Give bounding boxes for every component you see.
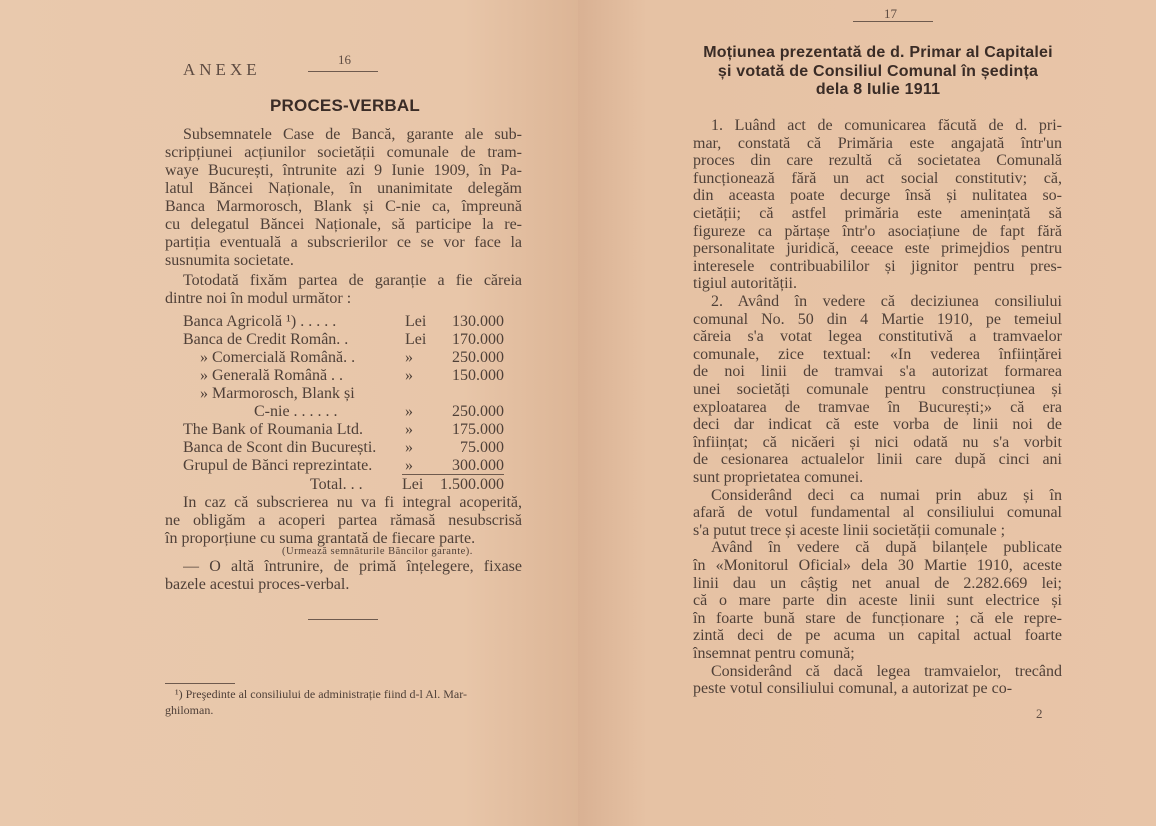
total-label: Total. . . (310, 476, 363, 493)
text-line: că o mare parte din aceste linii sunt electrice și (693, 592, 1062, 610)
bank-name: » Comercială Română. . (200, 349, 356, 366)
guarantee-amount: 150.000 (452, 367, 504, 384)
text-line: 1. Luând act de comunicarea făcută de d. pri- (711, 117, 1062, 134)
text-line: bazele acestui proces-verbal. (165, 576, 350, 593)
text-line: cu delegatul Băncei Naționale, să participe la re- (165, 216, 522, 233)
currency-unit: Lei (405, 331, 427, 348)
text-line: de cesionarea actualelor linii care după cinci ani (693, 451, 1062, 469)
guarantee-amount: 170.000 (452, 331, 504, 348)
text-line: afară de votul fundamental al consiliului comunal (693, 504, 1062, 522)
section-end-rule (308, 619, 378, 620)
currency-unit: » (405, 367, 413, 384)
footnote-line: ghiloman. (165, 703, 214, 717)
text-line: Subsemnatele Case de Bancă, garante ale sub- (183, 126, 522, 143)
text-line: căreia s'a votat legea constitutivă a tramvaelor (693, 328, 1062, 346)
text-line: dintre noi în modul următor : (165, 290, 352, 307)
text-line: în foarte bună stare de funcționare ; că ele repre- (693, 609, 1062, 627)
guarantee-amount: 130.000 (452, 313, 504, 330)
text-line: interesele contribuabililor și jignitor pentru pres- (693, 257, 1062, 275)
currency-unit: » (405, 457, 413, 474)
right-page (578, 0, 1156, 826)
guarantee-amount: 250.000 (452, 403, 504, 420)
bank-name: Banca Agricolă ¹) . . . . . (183, 313, 337, 330)
text-line: deci dar indicat că este vorba de linii noi de (693, 416, 1062, 434)
text-line: funcționează fără un act social constitutiv; că, (693, 169, 1062, 187)
total-rule (402, 474, 504, 475)
text-line: din aceasta poate decurge însă și nulitatea so- (693, 187, 1062, 205)
page-number: 17 (884, 6, 897, 21)
title-line: Moțiunea prezentată de d. Primar al Capitalei (703, 44, 1053, 61)
text-line: linii dau un câștig net anual de 2.282.669 lei; (693, 574, 1062, 592)
bank-name: » Marmorosch, Blank și (200, 385, 355, 402)
currency-unit: » (405, 349, 413, 366)
text-line: zintă deci de pe acuma un capital actual foarte (693, 627, 1062, 645)
bank-name: C-nie . . . . . . (254, 403, 338, 420)
text-line: comunale, zice textual: «In vederea înființărei (693, 345, 1062, 363)
currency-unit: » (405, 403, 413, 420)
text-line: unei societăți comunale pentru construcțiunea și (693, 381, 1062, 398)
text-line: — O altă întrunire, de primă înțelegere, fixase (183, 558, 522, 575)
text-line: sunt proprietatea comunei. (693, 469, 864, 486)
bank-name: The Bank of Roumania Ltd. (183, 421, 363, 438)
text-line: însemnat pentru comună; (693, 645, 855, 662)
text-line: tigiul autorității. (693, 275, 797, 293)
text-line: Având în vedere că după bilanțele publicate (711, 539, 1062, 557)
title-line: și votată de Consiliul Comunal în ședința (717, 63, 1039, 80)
signature-mark: 2 (1036, 706, 1043, 721)
header-rule (308, 71, 378, 72)
text-line: în proporțiune cu suma grantată de fiecare parte. (165, 530, 476, 547)
text-line: exploatarea de tramvae în București;» că era (693, 398, 1062, 416)
text-line: waye București, întrunite azi 9 Iunie 1909, în Pa- (165, 162, 522, 179)
text-line: figureze ca părtașe într'o asociațiune de fapt fără (693, 222, 1062, 240)
currency-unit: » (405, 421, 413, 438)
text-line: Totodată fixăm partea de garanție a fie căreia (183, 272, 522, 289)
text-line: Considerând deci ca numai prin abuz și în (711, 486, 1062, 504)
text-line: susnumita societate. (165, 252, 294, 269)
footnote-line: ¹) Preşedinte al consiliului de administrație fiind d-l Al. Mar- (175, 687, 467, 701)
signature-note: (Urmează semnăturile Băncilor garante). (282, 546, 473, 557)
text-line: în «Monitorul Oficial» dela 30 Martie 1910, aceste (693, 557, 1062, 574)
text-line: comunal No. 50 din 4 Martie 1910, pe temeiul (693, 310, 1062, 328)
text-line: peste votul consiliului comunal, a autorizat pe co- (693, 680, 1013, 698)
bank-name: Grupul de Bănci reprezintate. (183, 457, 373, 474)
guarantee-amount: 75.000 (460, 439, 504, 456)
guarantee-amount: 300.000 (452, 457, 504, 474)
header-rule (853, 21, 933, 22)
title-line: dela 8 Iulie 1911 (815, 81, 941, 98)
text-line: Considerând că dacă legea tramvaielor, trecând (711, 662, 1062, 680)
bank-name: Banca de Scont din București. (183, 439, 377, 456)
text-line: partiția eventuală a subscrierilor ce se vor face la (165, 234, 522, 251)
page-number: 16 (338, 52, 351, 67)
text-line: proces din care rezultă că societatea Comunală (693, 152, 1062, 170)
text-line: latul Băncei Naționale, în unanimitate delegăm (165, 180, 522, 197)
currency-unit: Lei (405, 313, 427, 330)
text-line: In caz că subscrierea nu va fi integral acoperită, (183, 494, 522, 511)
guarantee-amount: 250.000 (452, 349, 504, 366)
total-unit: Lei (402, 476, 424, 493)
text-line: cietății; că astfel primăria este amenințată să (693, 205, 1062, 222)
text-line: de noi linii de tramvai s'a autorizat formarea (693, 363, 1062, 381)
footnote-rule (165, 683, 235, 684)
text-line: 2. Având în vedere că deciziunea consiliului (711, 293, 1062, 310)
text-line: s'a putut trece și aceste linii societății comunale ; (693, 521, 1006, 539)
total-amount: 1.500.000 (440, 476, 504, 493)
bank-name: » Generală Română . . (200, 367, 344, 384)
text-line: scripțiunei acțiunilor societății comunale de tram- (165, 144, 522, 161)
currency-unit: » (405, 439, 413, 456)
text-line: mar, constată că Primăria este angajată într'un (693, 134, 1062, 152)
page-title: PROCES-VERBAL (270, 96, 420, 115)
guarantee-amount: 175.000 (452, 421, 504, 438)
text-line: personalitate juridică, ceeace este primejdios pentru (693, 240, 1062, 258)
bank-name: Banca de Credit Român. . (183, 331, 349, 348)
text-line: ne obligăm a acoperi partea rămasă nesubscrisă (165, 512, 522, 529)
text-line: înființat; că nicăeri și nici odată nu s'a vorbit (693, 433, 1062, 451)
text-line: Banca Marmorosch, Blank și C-nie ca, împreună (165, 198, 522, 215)
section-label: ANEXE (183, 60, 261, 79)
